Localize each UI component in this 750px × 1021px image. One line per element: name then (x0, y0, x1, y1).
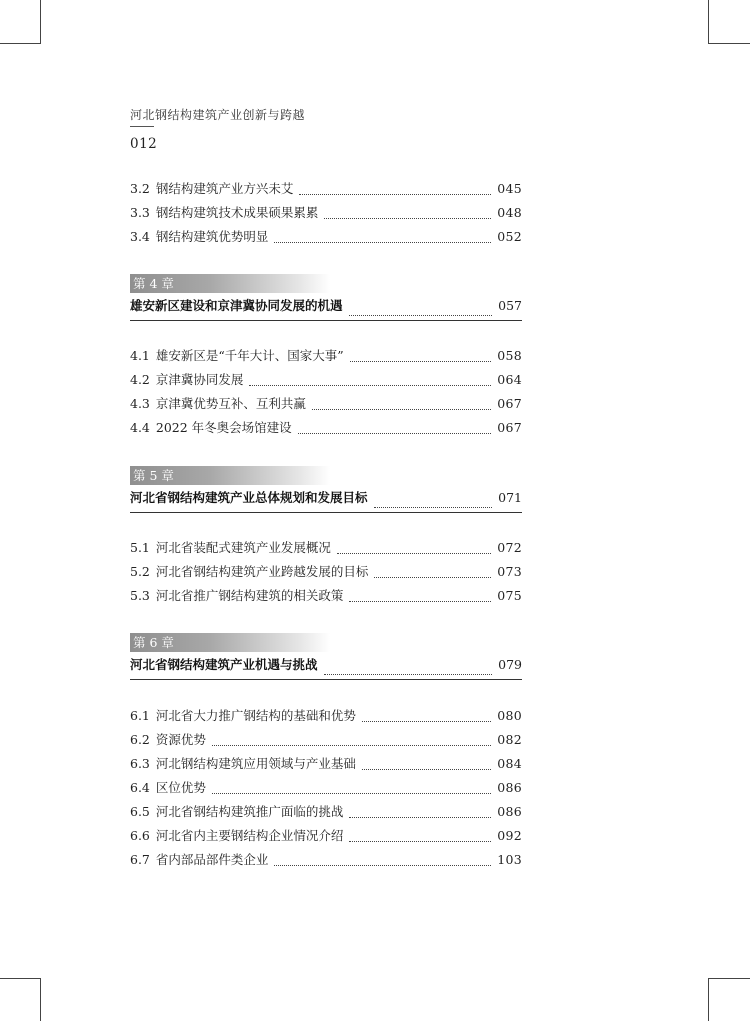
toc-entry-4-4[interactable] (130, 418, 522, 438)
section-title: 省内部品部件类企业 (155, 852, 269, 867)
toc-entry-5-2[interactable] (130, 562, 522, 582)
section-page: 086 (497, 780, 522, 795)
chapter-label-4: 第 4 章 (130, 274, 330, 293)
section-number: 3.4 (130, 229, 150, 244)
section-title: 资源优势 (155, 732, 206, 747)
section-title: 雄安新区是“千年大计、国家大事” (155, 348, 344, 363)
toc-entry-3-4[interactable] (130, 227, 522, 247)
toc-entry-6-3[interactable] (130, 754, 522, 774)
section-number: 5.3 (130, 588, 150, 603)
section-number: 5.1 (130, 540, 150, 555)
crop-mark-top-left-h (0, 43, 40, 44)
chapter-page: 071 (498, 490, 522, 505)
dot-leader (274, 236, 491, 243)
section-title: 京津冀优势互补、互利共赢 (155, 396, 306, 411)
section-number: 5.2 (130, 564, 150, 579)
running-header: 河北钢结构建筑产业创新与跨越 (130, 108, 306, 122)
dot-leader (362, 715, 491, 722)
section-page: 072 (497, 540, 522, 555)
section-number: 4.1 (130, 348, 150, 363)
dot-leader (299, 188, 491, 195)
section-page: 058 (497, 348, 522, 363)
chapter-title-6[interactable] (130, 655, 522, 680)
section-page: 103 (497, 852, 522, 867)
dot-leader (349, 811, 491, 818)
crop-mark-top-right-h (709, 43, 750, 44)
section-title: 河北省钢结构建筑产业跨越发展的目标 (155, 564, 369, 579)
toc-entry-6-6[interactable] (130, 826, 522, 846)
dot-leader (212, 787, 491, 794)
section-title: 2022 年冬奥会场馆建设 (155, 420, 292, 435)
section-title: 河北省内主要钢结构企业情况介绍 (155, 828, 344, 843)
toc-entry-4-1[interactable] (130, 346, 522, 366)
crop-mark-top-left-v (40, 0, 41, 44)
dot-leader (298, 427, 492, 434)
page-number: 012 (130, 136, 158, 152)
crop-mark-top-right-v (708, 0, 709, 44)
section-page: 084 (497, 756, 522, 771)
chapter-label-6: 第 6 章 (130, 633, 330, 652)
section-page: 075 (497, 588, 522, 603)
chapter-label-5: 第 5 章 (130, 466, 330, 485)
toc-entry-6-4[interactable] (130, 778, 522, 798)
section-number: 6.4 (130, 780, 150, 795)
section-page: 092 (497, 828, 522, 843)
dot-leader (374, 501, 493, 508)
section-page: 048 (497, 205, 522, 220)
toc-entry-6-7[interactable] (130, 850, 522, 870)
toc-entry-4-3[interactable] (130, 394, 522, 414)
toc-entry-3-3[interactable] (130, 203, 522, 223)
toc-entry-3-2[interactable] (130, 179, 522, 199)
section-page: 064 (497, 372, 522, 387)
section-number: 3.3 (130, 205, 150, 220)
section-number: 4.2 (130, 372, 150, 387)
chapter-title-4[interactable] (130, 296, 522, 321)
chapter-title-text: 河北省钢结构建筑产业总体规划和发展目标 (130, 490, 368, 505)
section-title: 河北省大力推广钢结构的基础和优势 (155, 708, 356, 723)
section-title: 京津冀协同发展 (155, 372, 244, 387)
chapter-page: 057 (498, 298, 522, 313)
section-title: 河北省推广钢结构建筑的相关政策 (155, 588, 344, 603)
section-number: 4.4 (130, 420, 150, 435)
section-page: 052 (497, 229, 522, 244)
section-number: 6.1 (130, 708, 150, 723)
section-number: 6.5 (130, 804, 150, 819)
chapter-page: 079 (498, 657, 522, 672)
section-number: 6.6 (130, 828, 150, 843)
section-title: 钢结构建筑优势明显 (155, 229, 269, 244)
dot-leader (312, 403, 491, 410)
dot-leader (349, 595, 491, 602)
section-number: 6.2 (130, 732, 150, 747)
toc-entry-5-3[interactable] (130, 586, 522, 606)
section-title: 钢结构建筑技术成果硕果累累 (155, 205, 319, 220)
toc-entry-5-1[interactable] (130, 538, 522, 558)
section-page: 067 (497, 396, 522, 411)
crop-mark-bottom-right-h (709, 978, 750, 979)
chapter-title-5[interactable] (130, 488, 522, 513)
section-number: 6.3 (130, 756, 150, 771)
toc-entry-6-2[interactable] (130, 730, 522, 750)
dot-leader (324, 668, 493, 675)
section-title: 河北钢结构建筑应用领域与产业基础 (155, 756, 356, 771)
section-page: 067 (497, 420, 522, 435)
section-number: 4.3 (130, 396, 150, 411)
header-rule (130, 126, 154, 127)
section-title: 河北省装配式建筑产业发展概况 (155, 540, 331, 555)
section-page: 045 (497, 181, 522, 196)
toc-entry-4-2[interactable] (130, 370, 522, 390)
dot-leader (212, 739, 491, 746)
dot-leader (374, 571, 491, 578)
chapter-title-text: 河北省钢结构建筑产业机遇与挑战 (130, 657, 318, 672)
section-page: 080 (497, 708, 522, 723)
dot-leader (362, 763, 491, 770)
crop-mark-bottom-left-h (0, 978, 40, 979)
section-title: 钢结构建筑产业方兴未艾 (155, 181, 294, 196)
dot-leader (249, 379, 491, 386)
dot-leader (274, 859, 491, 866)
section-number: 6.7 (130, 852, 150, 867)
dot-leader (349, 835, 491, 842)
section-page: 073 (497, 564, 522, 579)
section-page: 082 (497, 732, 522, 747)
dot-leader (337, 547, 491, 554)
crop-mark-bottom-left-v (40, 978, 41, 1021)
dot-leader (350, 355, 492, 362)
toc-entry-6-5[interactable] (130, 802, 522, 822)
section-title: 区位优势 (155, 780, 206, 795)
dot-leader (324, 212, 491, 219)
chapter-title-text: 雄安新区建设和京津冀协同发展的机遇 (130, 298, 343, 313)
section-number: 3.2 (130, 181, 150, 196)
toc-entry-6-1[interactable] (130, 706, 522, 726)
crop-mark-bottom-right-v (708, 978, 709, 1021)
section-title: 河北省钢结构建筑推广面临的挑战 (155, 804, 344, 819)
section-page: 086 (497, 804, 522, 819)
dot-leader (349, 309, 493, 316)
